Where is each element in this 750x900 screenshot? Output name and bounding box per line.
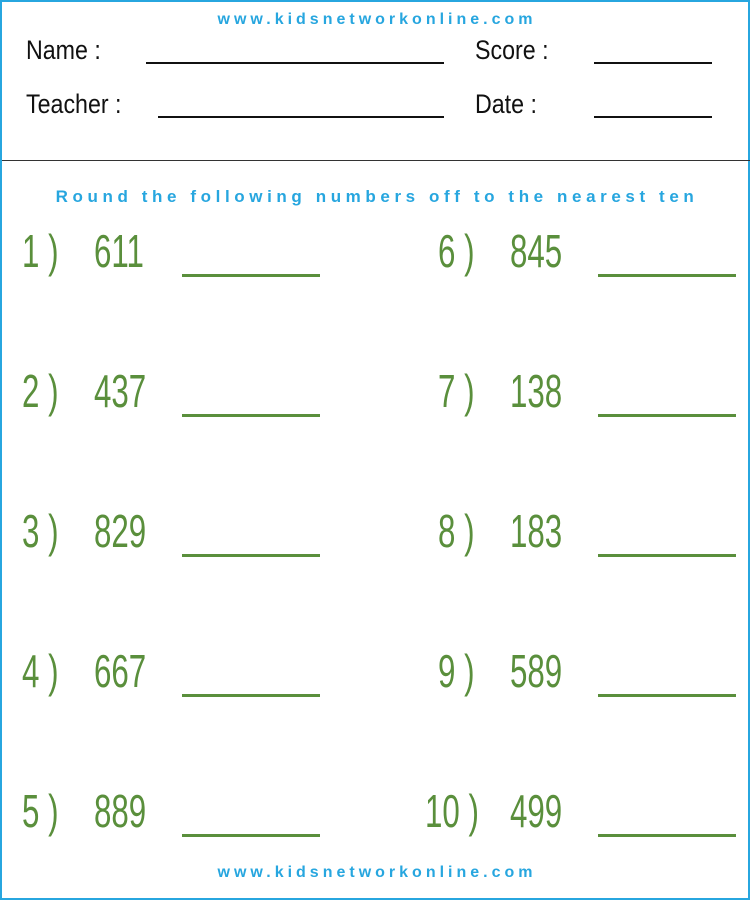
question-value: 829 — [94, 505, 147, 557]
question-number: 8 ) — [438, 505, 475, 557]
name-field[interactable] — [146, 62, 444, 64]
answer-line[interactable] — [182, 694, 320, 697]
answer-line[interactable] — [182, 554, 320, 557]
question-number: 4 ) — [22, 645, 59, 697]
site-url-top[interactable]: www.kidsnetworkonline.com — [217, 11, 537, 28]
question-number: 10 ) — [425, 785, 479, 837]
answer-line[interactable] — [182, 414, 320, 417]
date-label: Date : — [475, 89, 537, 119]
question-number: 5 ) — [22, 785, 59, 837]
teacher-label: Teacher : — [26, 89, 122, 119]
answer-line[interactable] — [598, 414, 736, 417]
question-number: 6 ) — [438, 225, 475, 277]
score-label: Score : — [475, 35, 549, 65]
question-number: 3 ) — [22, 505, 59, 557]
answer-line[interactable] — [182, 834, 320, 837]
question-number: 7 ) — [438, 365, 475, 417]
score-field[interactable] — [594, 62, 712, 64]
answer-line[interactable] — [598, 694, 736, 697]
question-value: 667 — [94, 645, 147, 697]
question-value: 589 — [510, 645, 563, 697]
question-value: 889 — [94, 785, 147, 837]
instructions: Round the following numbers off to the nearest ten — [55, 187, 699, 206]
answer-line[interactable] — [182, 274, 320, 277]
question-value: 437 — [94, 365, 147, 417]
answer-line[interactable] — [598, 554, 736, 557]
header-divider — [2, 160, 750, 161]
question-number: 1 ) — [22, 225, 59, 277]
teacher-field[interactable] — [158, 116, 444, 118]
name-label: Name : — [26, 35, 101, 65]
question-value: 183 — [510, 505, 563, 557]
site-url-bottom[interactable]: www.kidsnetworkonline.com — [217, 864, 537, 881]
question-value: 845 — [510, 225, 563, 277]
answer-line[interactable] — [598, 834, 736, 837]
question-number: 9 ) — [438, 645, 475, 697]
question-value: 499 — [510, 785, 563, 837]
date-field[interactable] — [594, 116, 712, 118]
question-number: 2 ) — [22, 365, 59, 417]
answer-line[interactable] — [598, 274, 736, 277]
question-value: 611 — [94, 225, 144, 277]
question-value: 138 — [510, 365, 563, 417]
